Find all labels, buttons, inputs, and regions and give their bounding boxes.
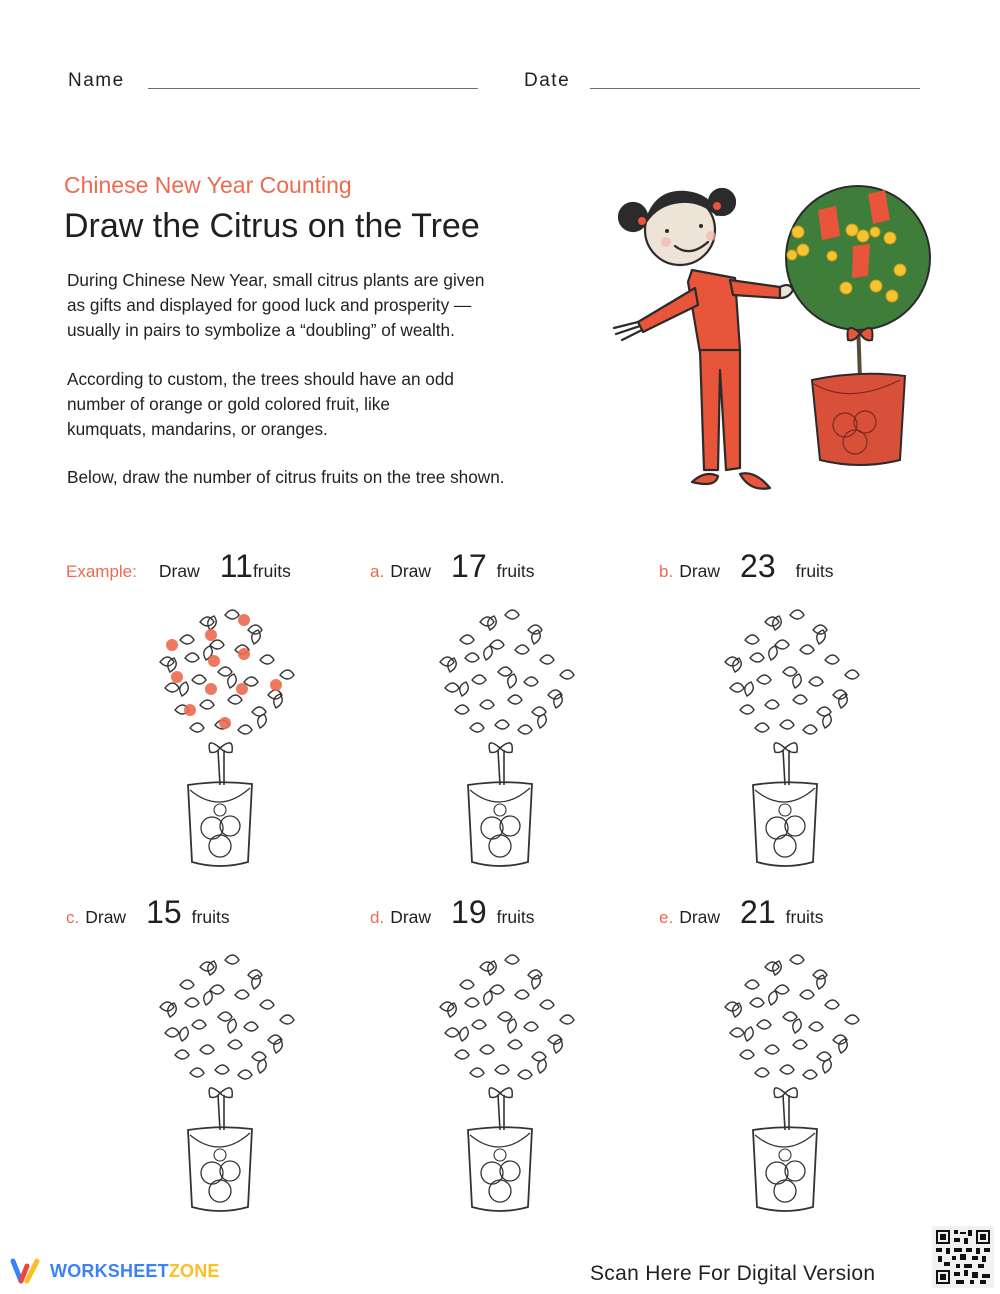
draw-label: Draw <box>390 907 432 927</box>
logo-text-zone: ZONE <box>168 1260 220 1281</box>
logo-text-worksheet: WORKSHEET <box>50 1260 169 1281</box>
draw-label: Draw <box>390 561 432 581</box>
tree-e-drawing-area[interactable] <box>705 945 865 1215</box>
tree-d-drawing-area[interactable] <box>420 945 580 1215</box>
text-line: number of orange or gold colored fruit, like <box>67 394 390 414</box>
problem-a <box>370 548 535 585</box>
fruits-label: fruits <box>496 907 535 927</box>
name-input-line[interactable] <box>148 88 478 89</box>
name-label: Name <box>68 70 125 91</box>
tree-example-drawing-area[interactable] <box>140 600 300 870</box>
text-line: usually in pairs to symbolize a “doubling” of wealth. <box>67 320 455 340</box>
fruit-count: 23 <box>740 548 776 584</box>
worksheet-zone-logo[interactable] <box>10 1258 220 1284</box>
text-line: Below, draw the number of citrus fruits on the tree shown. <box>67 467 505 487</box>
intro-paragraph-2 <box>67 367 587 442</box>
problem-letter: b. <box>659 562 674 581</box>
tree-b-drawing-area[interactable] <box>705 600 865 870</box>
qr-code-icon[interactable] <box>932 1226 994 1288</box>
draw-label: Draw <box>85 907 127 927</box>
worksheet-subtitle: Chinese New Year Counting <box>64 172 352 198</box>
text-line: According to custom, the trees should have an odd <box>67 369 454 389</box>
draw-label: Draw <box>158 561 200 581</box>
text-line: During Chinese New Year, small citrus plants are given <box>67 270 485 290</box>
problem-letter: a. <box>370 562 385 581</box>
girl-with-citrus-tree-illustration <box>600 170 960 500</box>
problem-e <box>659 894 824 931</box>
problem-letter: d. <box>370 908 385 927</box>
tree-a-drawing-area[interactable] <box>420 600 580 870</box>
example-fruits <box>166 614 282 729</box>
date-label: Date <box>524 70 571 91</box>
girl-figure <box>614 189 793 489</box>
intro-paragraph-1 <box>67 268 587 343</box>
draw-label: Draw <box>679 907 721 927</box>
logo-mark-icon <box>10 1258 44 1284</box>
fruits-label: fruits <box>496 561 535 581</box>
fruit-count: 19 <box>451 894 487 930</box>
problem-b <box>659 548 834 585</box>
fruits-label: fruits <box>252 561 291 581</box>
problem-example <box>66 548 291 585</box>
problem-letter: Example: <box>66 562 137 581</box>
problem-letter: c. <box>66 908 80 927</box>
problem-d <box>370 894 535 931</box>
fruits-label: fruits <box>191 907 230 927</box>
scan-instruction: Scan Here For Digital Version <box>590 1262 876 1285</box>
problem-letter: e. <box>659 908 674 927</box>
fruit-count: 11 <box>219 548 253 584</box>
fruits-label: fruits <box>795 561 834 581</box>
text-line: as gifts and displayed for good luck and prosperity — <box>67 295 472 315</box>
fruits-label: fruits <box>785 907 824 927</box>
tree-c-drawing-area[interactable] <box>140 945 300 1215</box>
citrus-tree <box>786 186 930 465</box>
problem-c <box>66 894 230 931</box>
worksheet-title: Draw the Citrus on the Tree <box>64 207 480 245</box>
intro-paragraph-3 <box>67 465 587 490</box>
draw-label: Draw <box>679 561 721 581</box>
fruit-count: 15 <box>146 894 182 930</box>
fruit-count: 17 <box>451 548 487 584</box>
fruit-count: 21 <box>740 894 776 930</box>
logo-text <box>50 1261 220 1282</box>
text-line: kumquats, mandarins, or oranges. <box>67 419 328 439</box>
date-input-line[interactable] <box>590 88 920 89</box>
